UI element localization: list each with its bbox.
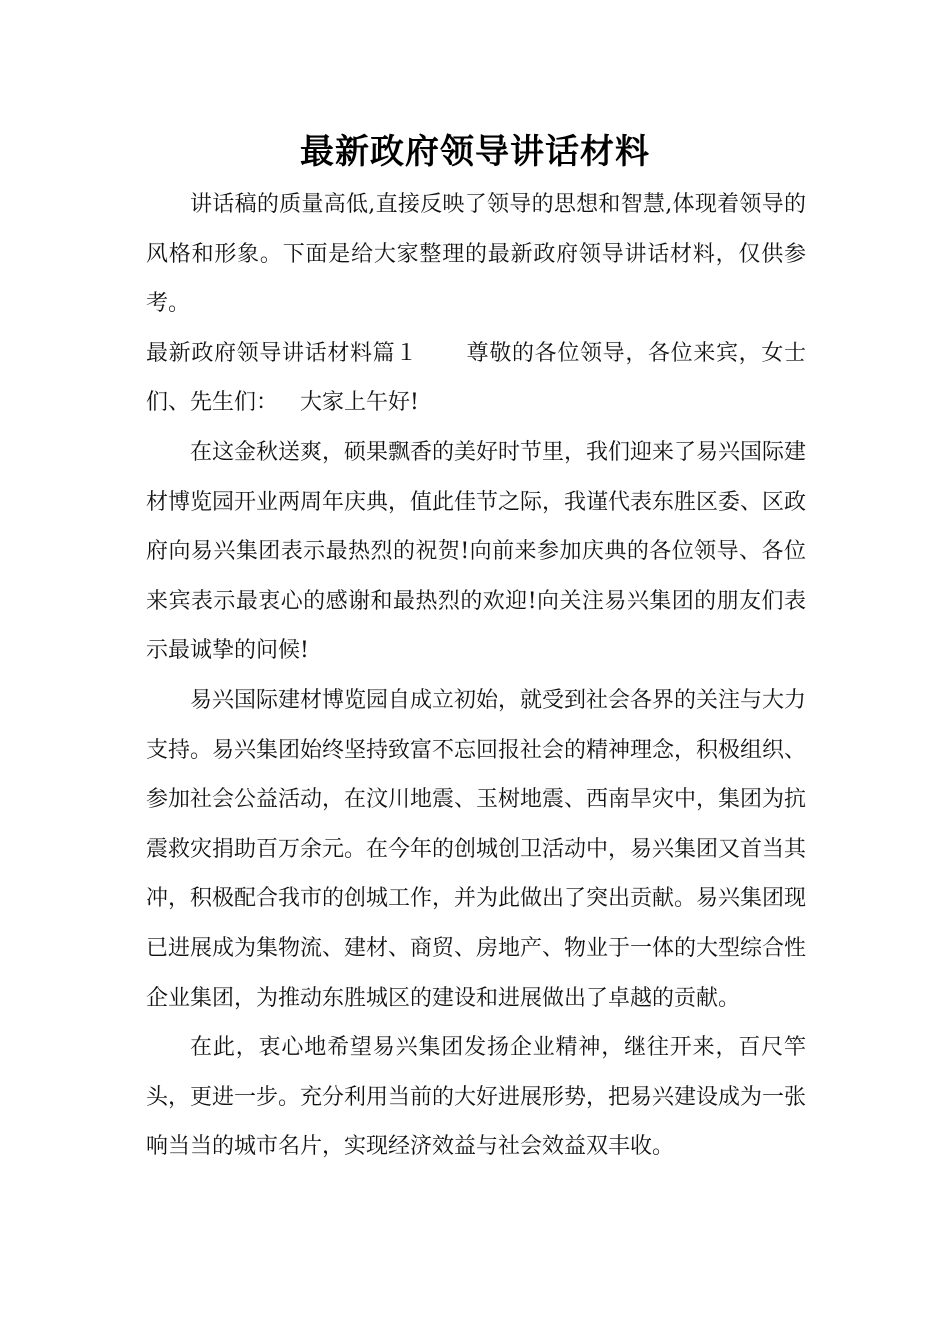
body-paragraph-1: 在这金秋送爽，硕果飘香的美好时节里，我们迎来了易兴国际建材博览园开业两周年庆典，值此佳节之际，我谨代表东胜区委、区政府向易兴集团表示最热烈的祝贺!向前来参加庆典的各位领导、各位来宾表示最衷心的感谢和最热烈的欢迎!向关注易兴集团的朋友们表示最诚挚的问候! bbox=[146, 439, 807, 664]
body-paragraph-2: 易兴国际建材博览园自成立初始，就受到社会各界的关注与大力支持。易兴集团始终坚持致富不忘回报社会的精神理念，积极组织、参加社会公益活动，在汶川地震、玉树地震、西南旱灾中，集团为抗震救灾捐助百万余元。在今年的创城创卫活动中，易兴集团又首当其冲，积极配合我市的创城工作，并为此做出了突出贡献。易兴集团现已进展成为集物流、建材、商贸、房地产、物业于一体的大型综合性企业集团，为推动东胜城区的建设和进展做出了卓越的贡献。 bbox=[146, 687, 807, 1011]
document-body bbox=[146, 180, 806, 1172]
section-heading: 最新政府领导讲话材料篇１ bbox=[146, 340, 418, 366]
body-paragraph-3: 在此，衷心地希望易兴集团发扬企业精神，继往开来，百尺竿头，更进一步。充分利用当前的大好进展形势，把易兴建设成为一张响当当的城市名片，实现经济效益与社会效益双丰收。 bbox=[146, 1035, 807, 1160]
salutation: 尊敬的各位领导，各位来宾，女士们、先生们： bbox=[146, 340, 806, 416]
section-heading-line bbox=[146, 329, 806, 428]
document-title: 最新政府领导讲话材料 bbox=[300, 132, 650, 172]
greeting: 大家上午好! bbox=[300, 390, 419, 416]
intro-paragraph: 讲话稿的质量高低,直接反映了领导的思想和智慧,体现着领导的风格和形象。下面是给大家整理的最新政府领导讲话材料，仅供参考。 bbox=[146, 192, 806, 317]
